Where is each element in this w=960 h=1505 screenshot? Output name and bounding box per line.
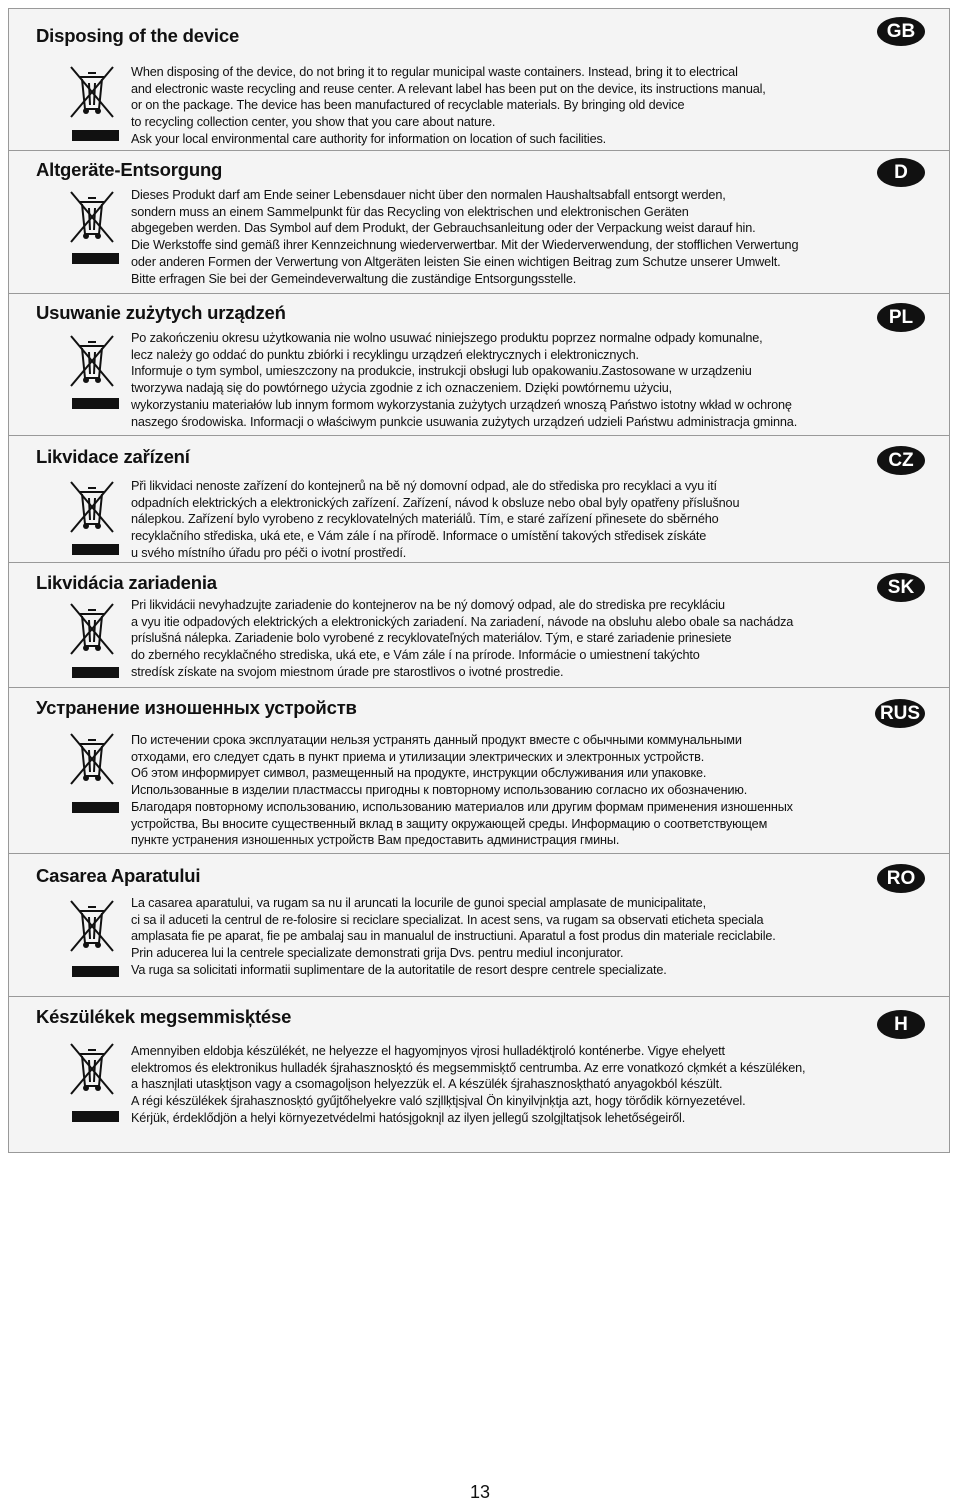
crossed-bin-icon (67, 188, 117, 246)
language-badge-d: D (877, 158, 925, 187)
language-badge-rus: RUS (875, 699, 925, 728)
crossed-bin-icon (67, 63, 117, 121)
language-badge-h: H (877, 1010, 925, 1039)
section-title: Likvidace zařízení (36, 446, 190, 467)
section-sk (9, 563, 949, 688)
language-badge-pl: PL (877, 303, 925, 332)
weee-bar (72, 966, 119, 977)
weee-bar (72, 130, 119, 141)
section-h (9, 997, 949, 1152)
section-cz (9, 436, 949, 563)
section-title: Usuwanie zużytych urządzeń (36, 302, 286, 323)
crossed-bin-icon (67, 730, 117, 788)
section-title: Altgeräte-Entsorgung (36, 159, 223, 180)
crossed-bin-icon (67, 478, 117, 536)
section-body: Po zakończeniu okresu użytkowania nie wolno usuwać niniejszego produktu poprzez normalne odpady komunalne, lecz należy go oddać do punktu zbiórki i recyklingu urządzeń elektrycznych i elektronicznych. Informuje o tym symbol, umieszczony na produkcie, instrukcji obsługi lub opakowaniu.Zastosowane w urządzeniu tworzywa nadają się do powtórnego użycia zgodnie z ich oznaczeniem. Dzięki powtórnemu użyciu, wykorzystaniu materiałów lub innym formom wykorzystania zużytych urządzeń wnoszą Państwo istotny wkład w ochronę naszego środowiska. Informacji o właściwym punkcie usuwania zużytych urządzeń udzieli Państwu administracja gminna. (131, 331, 798, 429)
page-number: 13 (469, 1482, 491, 1502)
language-badge-ro: RO (877, 864, 925, 893)
section-pl (9, 294, 949, 436)
crossed-bin-icon (67, 897, 117, 955)
crossed-bin-icon (67, 600, 117, 658)
weee-bar (72, 544, 119, 555)
section-d (9, 151, 949, 294)
section-gb (9, 9, 949, 151)
section-body: Dieses Produkt darf am Ende seiner Lebensdauer nicht über den normalen Haushaltsabfall entsorgt werden, sondern muss an einem Sammelpunkt für das Recycling von elektrischen und elektronischen Geräten abgegeben werden. Das Symbol auf dem Produkt, der Gebrauchsanleitung oder der Verpackung weist darauf hin. Die Werkstoffe sind gemäß ihrer Kennzeichnung wiederverwertbar. Mit der Wiederverwendung, der stofflichen Verwertung oder anderen Formen der Verwertung von Altgeräten leisten Sie einen wichtigen Beitrag zum Schutze unserer Umwelt. Bitte erfragen Sie bei der Gemeindeverwaltung die zuständige Entsorgungsstelle. (131, 188, 799, 286)
weee-bar (72, 1111, 119, 1122)
weee-bar (72, 253, 119, 264)
section-body: When disposing of the device, do not bring it to regular municipal waste containers. Instead, bring it to electrical and electronic waste recycling and reuse center. A relevant label has been put on the device, its instructions manual, or on the package. The device has been manufactured of recyclable materials. By bringing old device to recycling collection center, you show that you care about nature. Ask your local environmental care authority for information on location of such facilities. (131, 65, 766, 146)
section-body: Amennyiben eldobja készülékét, ne helyezze el hagyomįnyos vįrosi hulladéktįroló konténerbe. Vigye ehelyett elektromos és elektronikus hulladék śjrahasznosķtó és megsemmisķtő centrumba. Az erre vonatkozó cķmkét a készüléken, a hasznįlati utasķtįson vagy a csomagolįson helyezzük el. A készülék śjrahasznosķtható anyagokból készült. A régi készülékek śjrahasznosķtó gyűjtőhelyekre való szįllķtįsįval Ön kinyilvįnķtja azt, hogy törődik környezetével. Kérjük, érdeklődjön a helyi környezetvédelmi hatósįgoknįl az ilyen jellegű szolgįltatįsok lehetőségeiről. (131, 1044, 806, 1125)
section-title: Készülékek megsemmisķtése (36, 1006, 292, 1027)
section-title: Disposing of the device (36, 25, 240, 46)
section-ro (9, 854, 949, 997)
disposal-info-sheet (8, 8, 950, 1153)
weee-bar (72, 802, 119, 813)
weee-bar (72, 398, 119, 409)
crossed-bin-icon (67, 332, 117, 390)
section-body: La casarea aparatului, va rugam sa nu il aruncati la locurile de gunoi special amplasate de municipalitate, ci sa il aduceti la centrul de re-folosire si reciclare specializat. In acest sens, va rugam sa observati eticheta speciala amplasata fie pe aparat, fie pe ambalaj sau in manualul de instructiuni. Aparatul a fost produs din materiale reciclabile. Prin aducerea lui la centrele specializate demonstrati grija Dvs. pentru mediul inconjurator. Va ruga sa solicitati informatii suplimentare de la autoritatile de resort despre centrele specializate. (131, 896, 776, 977)
weee-bar (72, 667, 119, 678)
section-body: Při likvidaci nenoste zařízení do kontejnerů na bě ný domovní odpad, ale do střediska pro recyklaci a vyu ití odpadních elektrických a elektronických zařízení. Zařízení, návod k obsluze nebo obal byly opatřeny příslušnou nálepkou. Zařízení bylo vyrobeno z recyklovatelných materiálů. Tím, e staré zařízení přinesete do sběrného recyklačního střediska, uká ete, e Vám zále í na přírodě. Informace o umístění takových středisek získáte u svého místního úřadu pro péči o ivotní prostředí. (131, 479, 740, 560)
section-title: Устранение изношенных устройств (36, 697, 357, 718)
crossed-bin-icon (67, 1040, 117, 1098)
language-badge-gb: GB (877, 17, 925, 46)
section-title: Likvidácia zariadenia (36, 572, 217, 593)
language-badge-sk: SK (877, 573, 925, 602)
section-rus (9, 688, 949, 854)
section-title: Casarea Aparatului (36, 865, 201, 886)
language-badge-cz: CZ (877, 446, 925, 475)
section-body: По истечении срока эксплуатации нельзя устранять данный продукт вместе с обычными коммунальными отходами, его следует сдать в пункт приема и утилизации электрических и электронных устройств. Об этом информирует символ, размещенный на продукте, инструкции обслуживания или упаковке. Использованные в изделии пластмассы пригодны к повторному использованию согласно их обозначению. Благодаря повторному использованию, использованию материалов или другим формам применения изношенных устройства, Вы вносите существенный вклад в защиту окружающей среды. Информацию о соответствующем пункте устранения изношенных устройств Вам предоставить администрация гмины. (131, 733, 793, 848)
section-body: Pri likvidácii nevyhadzujte zariadenie do kontejnerov na be ný domový odpad, ale do strediska pre recykláciu a vyu itie odpadových elektrických a elektronických zariadení. Na zariadení, návode na obsluhu alebo obale sa nachádza príslušná nálepka. Zariadenie bolo vyrobené z recyklovateľných materiálov. Tým, e staré zariadenie prinesiete do zberného recyklačného strediska, uká ete, e Vám zále í na prírode. Informácie o umiestnení takýchto stredísk získate na svojom miestnom úrade pre starostlivos o ivotné prostredie. (131, 598, 794, 679)
